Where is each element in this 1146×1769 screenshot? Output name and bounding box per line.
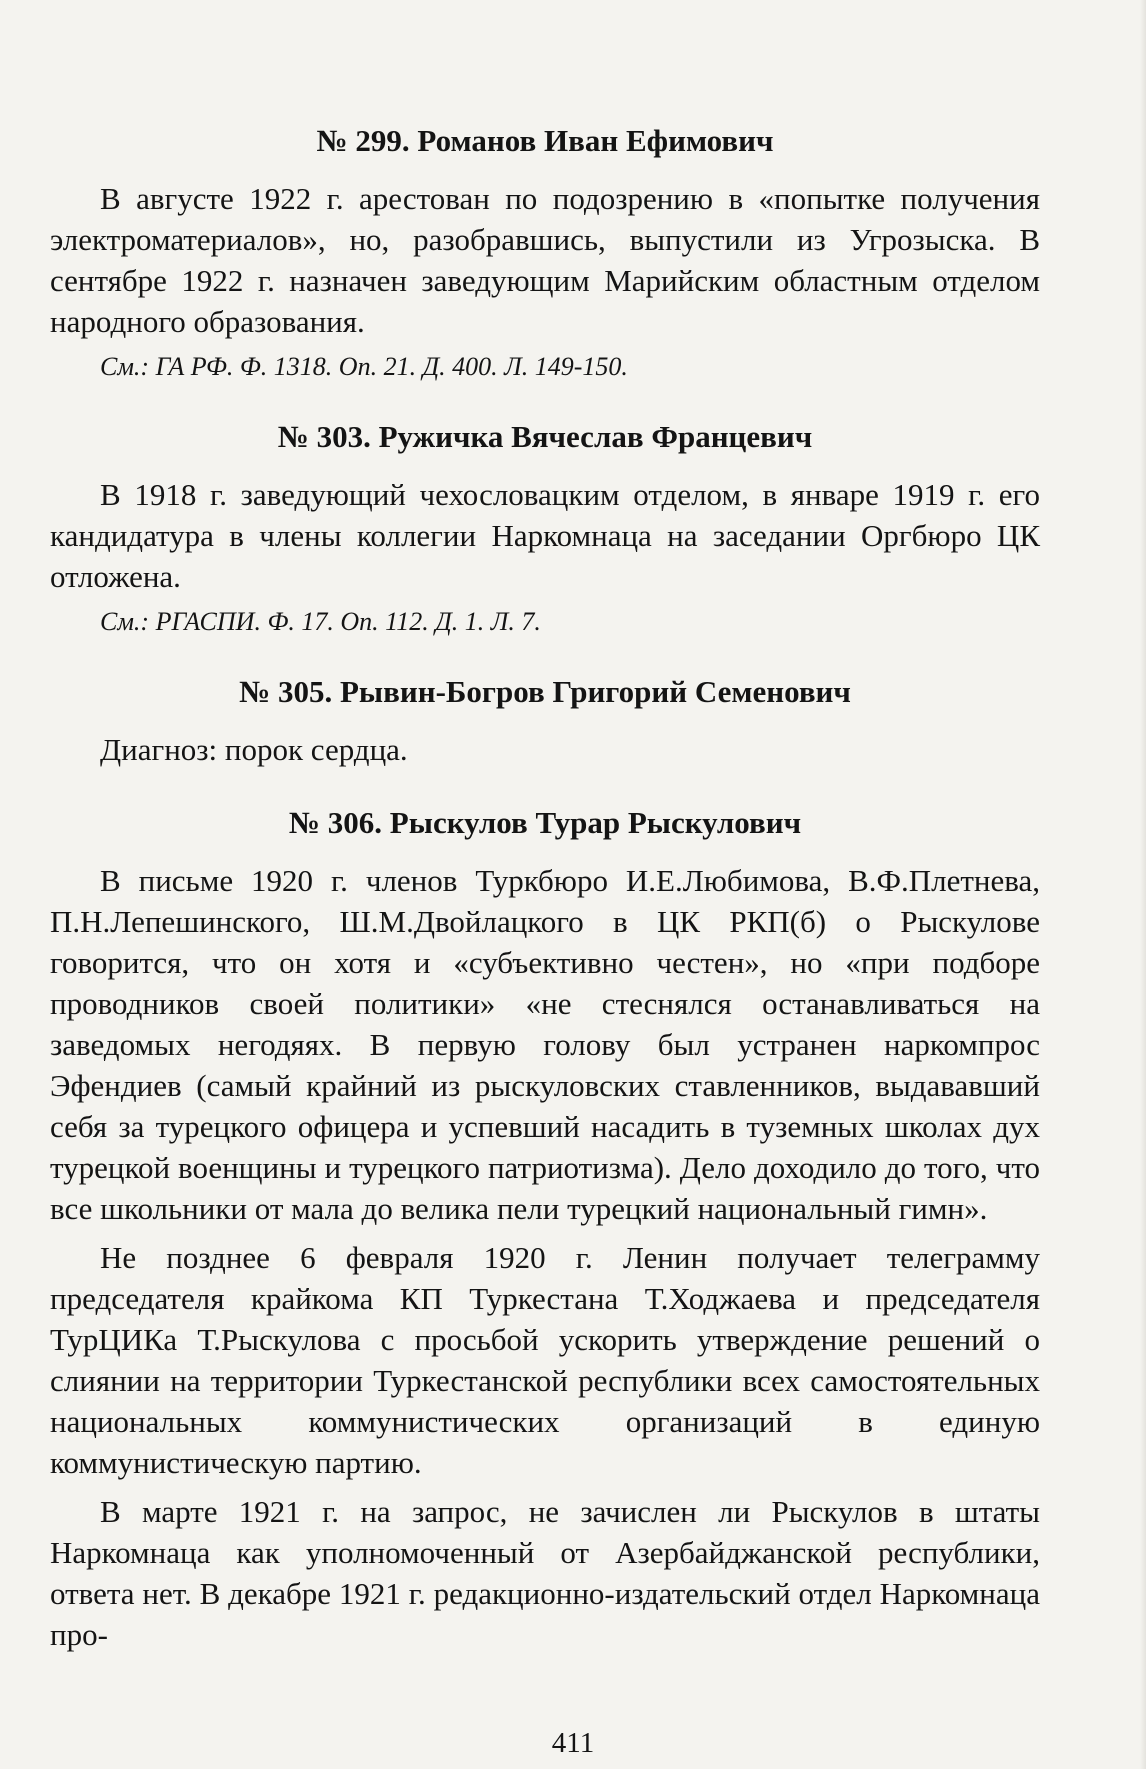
- entry-paragraph: В 1918 г. заведующий чехословацким отделом, в январе 1919 г. его кандидатура в члены коллегии Наркомнаца на заседании Оргбюро ЦК отложена.: [50, 477, 1040, 594]
- entry-heading: № 303. Ружичка Вячеслав Францевич: [277, 419, 813, 454]
- entry-heading: № 306. Рыскулов Турар Рыскулович: [288, 805, 802, 840]
- page-edge-shadow: [1140, 0, 1146, 1769]
- entry-303: [50, 418, 1040, 639]
- entry-paragraph: В письме 1920 г. членов Туркбюро И.Е.Любимова, В.Ф.Плетнева, П.Н.Лепешинского, Ш.М.Двойлацкого в ЦК РКП(б) о Рыскулове говорится, что он хотя и «субъективно честен», но «при подборе проводников своей политики» «не стеснялся останавливаться на заведомых негодяях. В первую голову был устранен наркомпрос Эфендиев (самый крайний из рыскуловских ставленников, выдававший себя за турецкого офицера и успевший насадить в туземных школах дух турецкой военщины и турецкого патриотизма). Дело доходило до того, что все школьники от мала до велика пели турецкий национальный гимн».: [50, 863, 1040, 1226]
- entry-paragraph: В августе 1922 г. арестован по подозрению в «попытке получения электроматериалов», но, разобравшись, выпустили из Угрозыска. В сентябре 1922 г. назначен заведующим Марийским областным отделом народного образования.: [50, 181, 1040, 339]
- entry-306: [50, 804, 1040, 1655]
- entry-paragraph: Диагноз: порок сердца.: [100, 732, 408, 767]
- entry-heading: № 305. Рывин-Богров Григорий Семенович: [239, 674, 851, 709]
- page-number: 411: [551, 1727, 595, 1759]
- entry-paragraph: В марте 1921 г. на запрос, не зачислен ли Рыскулов в штаты Наркомнаца как уполномоченный от Азербайджанской республики, ответа нет. В декабре 1921 г. редакционно-издательский отдел Наркомнаца про-: [50, 1494, 1040, 1652]
- entry-299: [50, 122, 1040, 384]
- entry-305: [50, 673, 1040, 770]
- entry-source-citation: См.: РГАСПИ. Ф. 17. Оп. 112. Д. 1. Л. 7.: [100, 607, 541, 636]
- entry-source-citation: См.: ГА РФ. Ф. 1318. Оп. 21. Д. 400. Л. 149-150.: [100, 352, 628, 381]
- entry-heading: № 299. Романов Иван Ефимович: [316, 123, 774, 158]
- entry-paragraph: Не позднее 6 февраля 1920 г. Ленин получает телеграмму председателя крайкома КП Туркестана Т.Ходжаева и председателя ТурЦИКа Т.Рыскулова с просьбой ускорить утверждение решений о слиянии на территории Туркестанской республики всех самостоятельных национальных коммунистических организаций в единую коммунистическую партию.: [50, 1240, 1040, 1480]
- document-page: [50, 122, 1040, 1663]
